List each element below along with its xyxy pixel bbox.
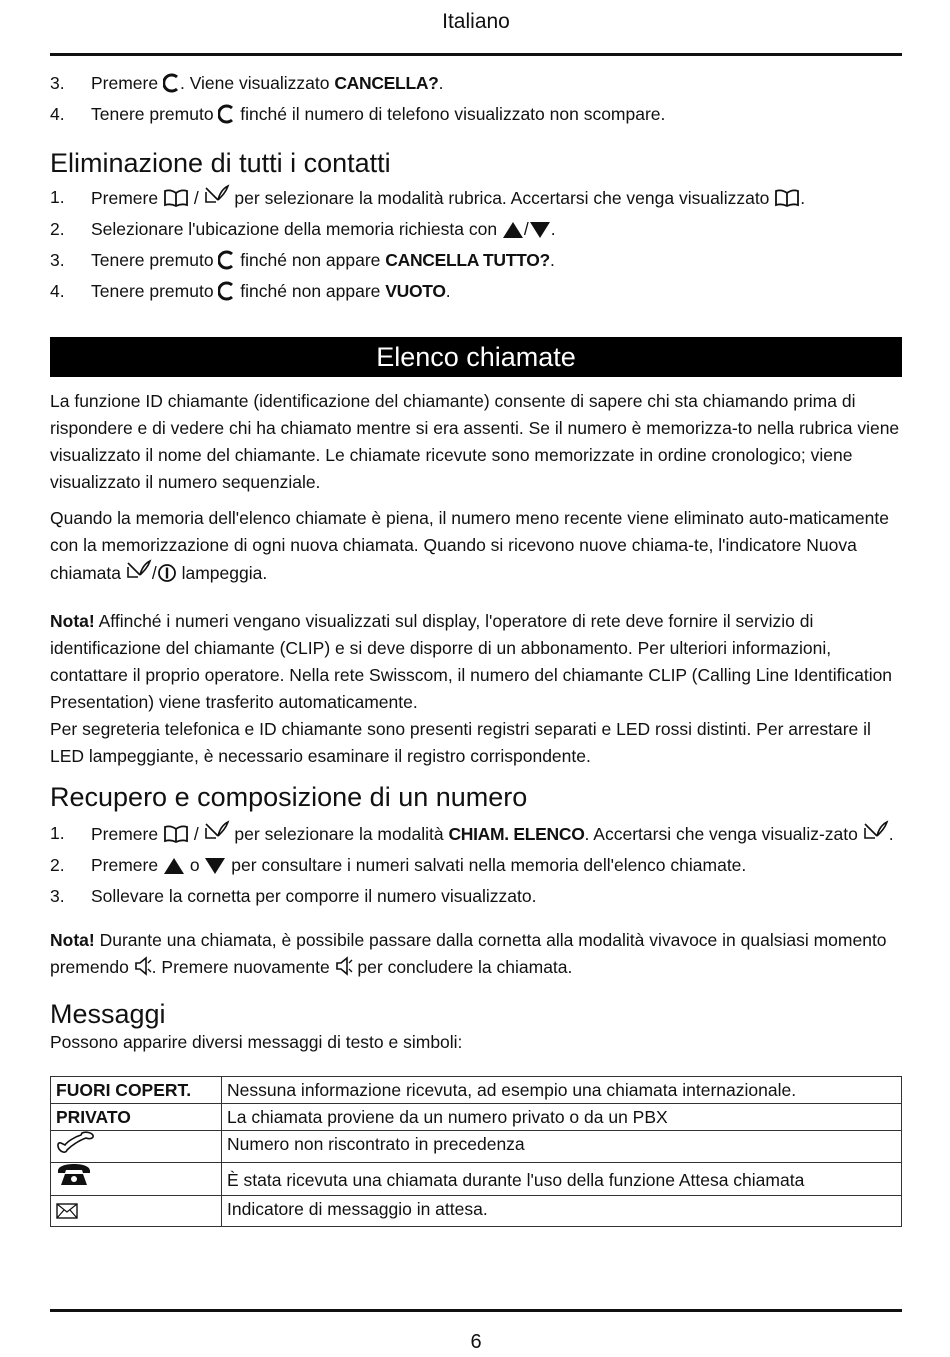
- paragraph-text: Quando la memoria dell'elenco chiamate è piena, il numero meno recente viene eliminato auto-maticamente con la memorizzazione di ogni nuova chiamata. Quando si ricevono nuove chiama-te, l'indicatore Nuova chiamata: [50, 508, 889, 583]
- info-icon: [157, 563, 177, 591]
- step-number: 2.: [50, 855, 65, 875]
- table-row: [51, 1131, 902, 1163]
- phonebook-icon: [774, 188, 800, 216]
- display-message: VUOTO: [385, 281, 446, 301]
- step-number: 4.: [50, 104, 65, 124]
- step-text: . Accertarsi che venga visualiz-zato: [584, 824, 863, 844]
- step-text: .: [438, 73, 444, 93]
- intro-steps: [50, 70, 902, 132]
- list-item: [50, 278, 902, 309]
- message-description: Numero non riscontrato in precedenza: [222, 1131, 902, 1163]
- list-item: [50, 70, 902, 101]
- section-banner-call-list: Elenco chiamate: [50, 337, 902, 377]
- up-arrow-icon: [163, 856, 185, 883]
- table-row: [51, 1196, 902, 1227]
- call-list-icon: [204, 184, 230, 216]
- message-description: Indicatore di messaggio in attesa.: [222, 1196, 902, 1227]
- clear-c-icon: [163, 73, 180, 101]
- note-text: . Premere nuovamente: [151, 957, 335, 977]
- step-text: .: [888, 824, 894, 844]
- step-number: 1.: [50, 823, 65, 843]
- list-item: 1. Premere / per selezionare la modalità rubrica. Accertarsi che venga visualizzato .: [50, 184, 902, 216]
- down-arrow-icon: [204, 856, 226, 883]
- step-number: 4.: [50, 281, 65, 301]
- note-paragraph-3: [50, 927, 902, 985]
- list-item: [50, 101, 902, 132]
- footer-rule: [50, 1309, 902, 1312]
- delete-all-steps: [50, 184, 902, 309]
- down-arrow-icon: [529, 220, 551, 247]
- call-list-icon: [863, 820, 889, 852]
- call-list-paragraph: La funzione ID chiamante (identificazione del chiamante) consente di sapere chi sta chiamando prima di rispondere e di vedere chi ha chiamato mentre si era assenti. Se il numero è memorizza-to nella rubrica viene visualizzato il nome del chiamante. Le chiamate ricevute sono memorizzate in ordine cronologico; viene visualizzato il numero sequenziale.: [50, 391, 900, 492]
- step-text: per selezionare la modalità rubrica. Accertarsi che venga visualizzato: [229, 188, 775, 208]
- section-title-retrieve: Recupero e composizione di un numero: [50, 782, 528, 812]
- step-number: 3.: [50, 73, 65, 93]
- messages-subtitle: Possono apparire diversi messaggi di testo e simboli:: [50, 1032, 463, 1052]
- step-text: .: [549, 250, 555, 270]
- note-text: per concludere la chiamata.: [352, 957, 573, 977]
- message-description: La chiamata proviene da un numero privato o da un PBX: [222, 1104, 902, 1131]
- retrieve-steps: [50, 820, 902, 910]
- table-row: [51, 1104, 902, 1131]
- up-arrow-icon: [502, 220, 524, 247]
- message-key: [51, 1196, 222, 1227]
- section-title-delete-all: Eliminazione di tutti i contatti: [50, 148, 391, 178]
- page-header: Italiano: [442, 10, 510, 33]
- step-text: per selezionare la modalità: [229, 824, 449, 844]
- section-title-messages: Messaggi: [50, 999, 166, 1029]
- note-paragraph-2: Per segreteria telefonica e ID chiamante sono presenti registri separati e LED rossi distinti. Per arrestare il LED lampeggiante, è necessario esaminare il registro corrispondente.: [50, 719, 871, 766]
- call-list-icon: [204, 820, 230, 852]
- step-number: 1.: [50, 187, 65, 207]
- messages-table: [50, 1076, 902, 1227]
- step-number: 3.: [50, 250, 65, 270]
- message-description: È stata ricevuta una chiamata durante l'uso della funzione Attesa chiamata: [222, 1163, 902, 1196]
- step-text: .: [800, 188, 806, 208]
- step-text: finché non appare: [235, 250, 386, 270]
- list-item: 2. Selezionare l'ubicazione della memoria richiesta con / .: [50, 216, 902, 247]
- message-key: [51, 1163, 222, 1196]
- list-item: [50, 852, 902, 883]
- step-text: Tenere premuto: [91, 250, 219, 270]
- speaker-icon: [335, 955, 353, 985]
- step-text: Tenere premuto: [91, 104, 219, 124]
- telephone-filled-icon: [56, 1163, 92, 1194]
- list-item: [50, 883, 902, 910]
- display-message: CANCELLA TUTTO?: [385, 250, 550, 270]
- handset-outline-icon: [56, 1131, 96, 1162]
- step-text: .: [550, 219, 556, 239]
- step-number: 3.: [50, 886, 65, 906]
- list-item: [50, 247, 902, 278]
- clear-c-icon: [218, 281, 235, 309]
- note-text: Affinché i numeri vengano visualizzati sul display, l'operatore di rete deve fornire il servizio di identificazione del chiamante (CLIP) e si deve disporre di un abbonamento. Per ulteriori informazioni, contattare il proprio operatore. Nella rete Swisscom, il numero del chiamante CLIP (Calling Line Identification Presentation) viene trasferito automaticamente.: [50, 611, 893, 712]
- phonebook-icon: [163, 188, 189, 216]
- envelope-icon: [56, 1200, 78, 1226]
- step-text: o: [184, 855, 205, 875]
- step-text: . Viene visualizzato: [179, 73, 335, 93]
- call-list-paragraph-2: Quando la memoria dell'elenco chiamate è piena, il numero meno recente viene eliminato auto-maticamente con la memorizzazione di ogni nuova chiamata. Quando si ricevono nuove chiama-te, l'indicatore Nuova chiamata / lampeggia.: [50, 505, 902, 591]
- display-message: CANCELLA?: [334, 73, 439, 93]
- page-number: 6: [470, 1331, 482, 1353]
- clear-c-icon: [218, 250, 235, 278]
- paragraph-text: lampeggia.: [176, 563, 268, 583]
- call-list-icon: [126, 559, 152, 591]
- note-label: Nota!: [50, 930, 95, 950]
- clear-c-icon: [218, 104, 235, 132]
- table-row: [51, 1163, 902, 1196]
- step-text: Premere: [91, 188, 163, 208]
- message-key: FUORI COPERT.: [51, 1077, 222, 1104]
- message-key: [51, 1131, 222, 1163]
- step-text: Premere: [91, 824, 163, 844]
- note-label: Nota!: [50, 611, 95, 631]
- page-content: [50, 70, 902, 1227]
- table-row: [51, 1077, 902, 1104]
- phonebook-icon: [163, 824, 189, 852]
- step-number: 2.: [50, 219, 65, 239]
- list-item: 1. Premere / per selezionare la modalità CHIAM. ELENCO. Accertarsi che venga visualiz-zato .: [50, 820, 902, 852]
- step-text: .: [445, 281, 451, 301]
- step-text: per consultare i numeri salvati nella memoria dell'elenco chiamate.: [226, 855, 747, 875]
- step-text: Sollevare la cornetta per comporre il numero visualizzato.: [91, 886, 537, 906]
- note-paragraph: [50, 608, 902, 716]
- step-text: Selezionare l'ubicazione della memoria richiesta con: [91, 219, 502, 239]
- speaker-icon: [134, 955, 152, 985]
- step-text: finché il numero di telefono visualizzato non scompare.: [235, 104, 666, 124]
- step-text: Tenere premuto: [91, 281, 219, 301]
- note-text: Durante una chiamata, è possibile passare dalla cornetta alla modalità vivavoce in qualsiasi momento premendo: [50, 930, 887, 977]
- step-text: finché non appare: [235, 281, 386, 301]
- step-text: Premere: [91, 73, 163, 93]
- display-message: CHIAM. ELENCO: [448, 824, 585, 844]
- header-rule: [50, 53, 902, 56]
- step-text: Premere: [91, 855, 163, 875]
- message-description: Nessuna informazione ricevuta, ad esempio una chiamata internazionale.: [222, 1077, 902, 1104]
- message-key: PRIVATO: [51, 1104, 222, 1131]
